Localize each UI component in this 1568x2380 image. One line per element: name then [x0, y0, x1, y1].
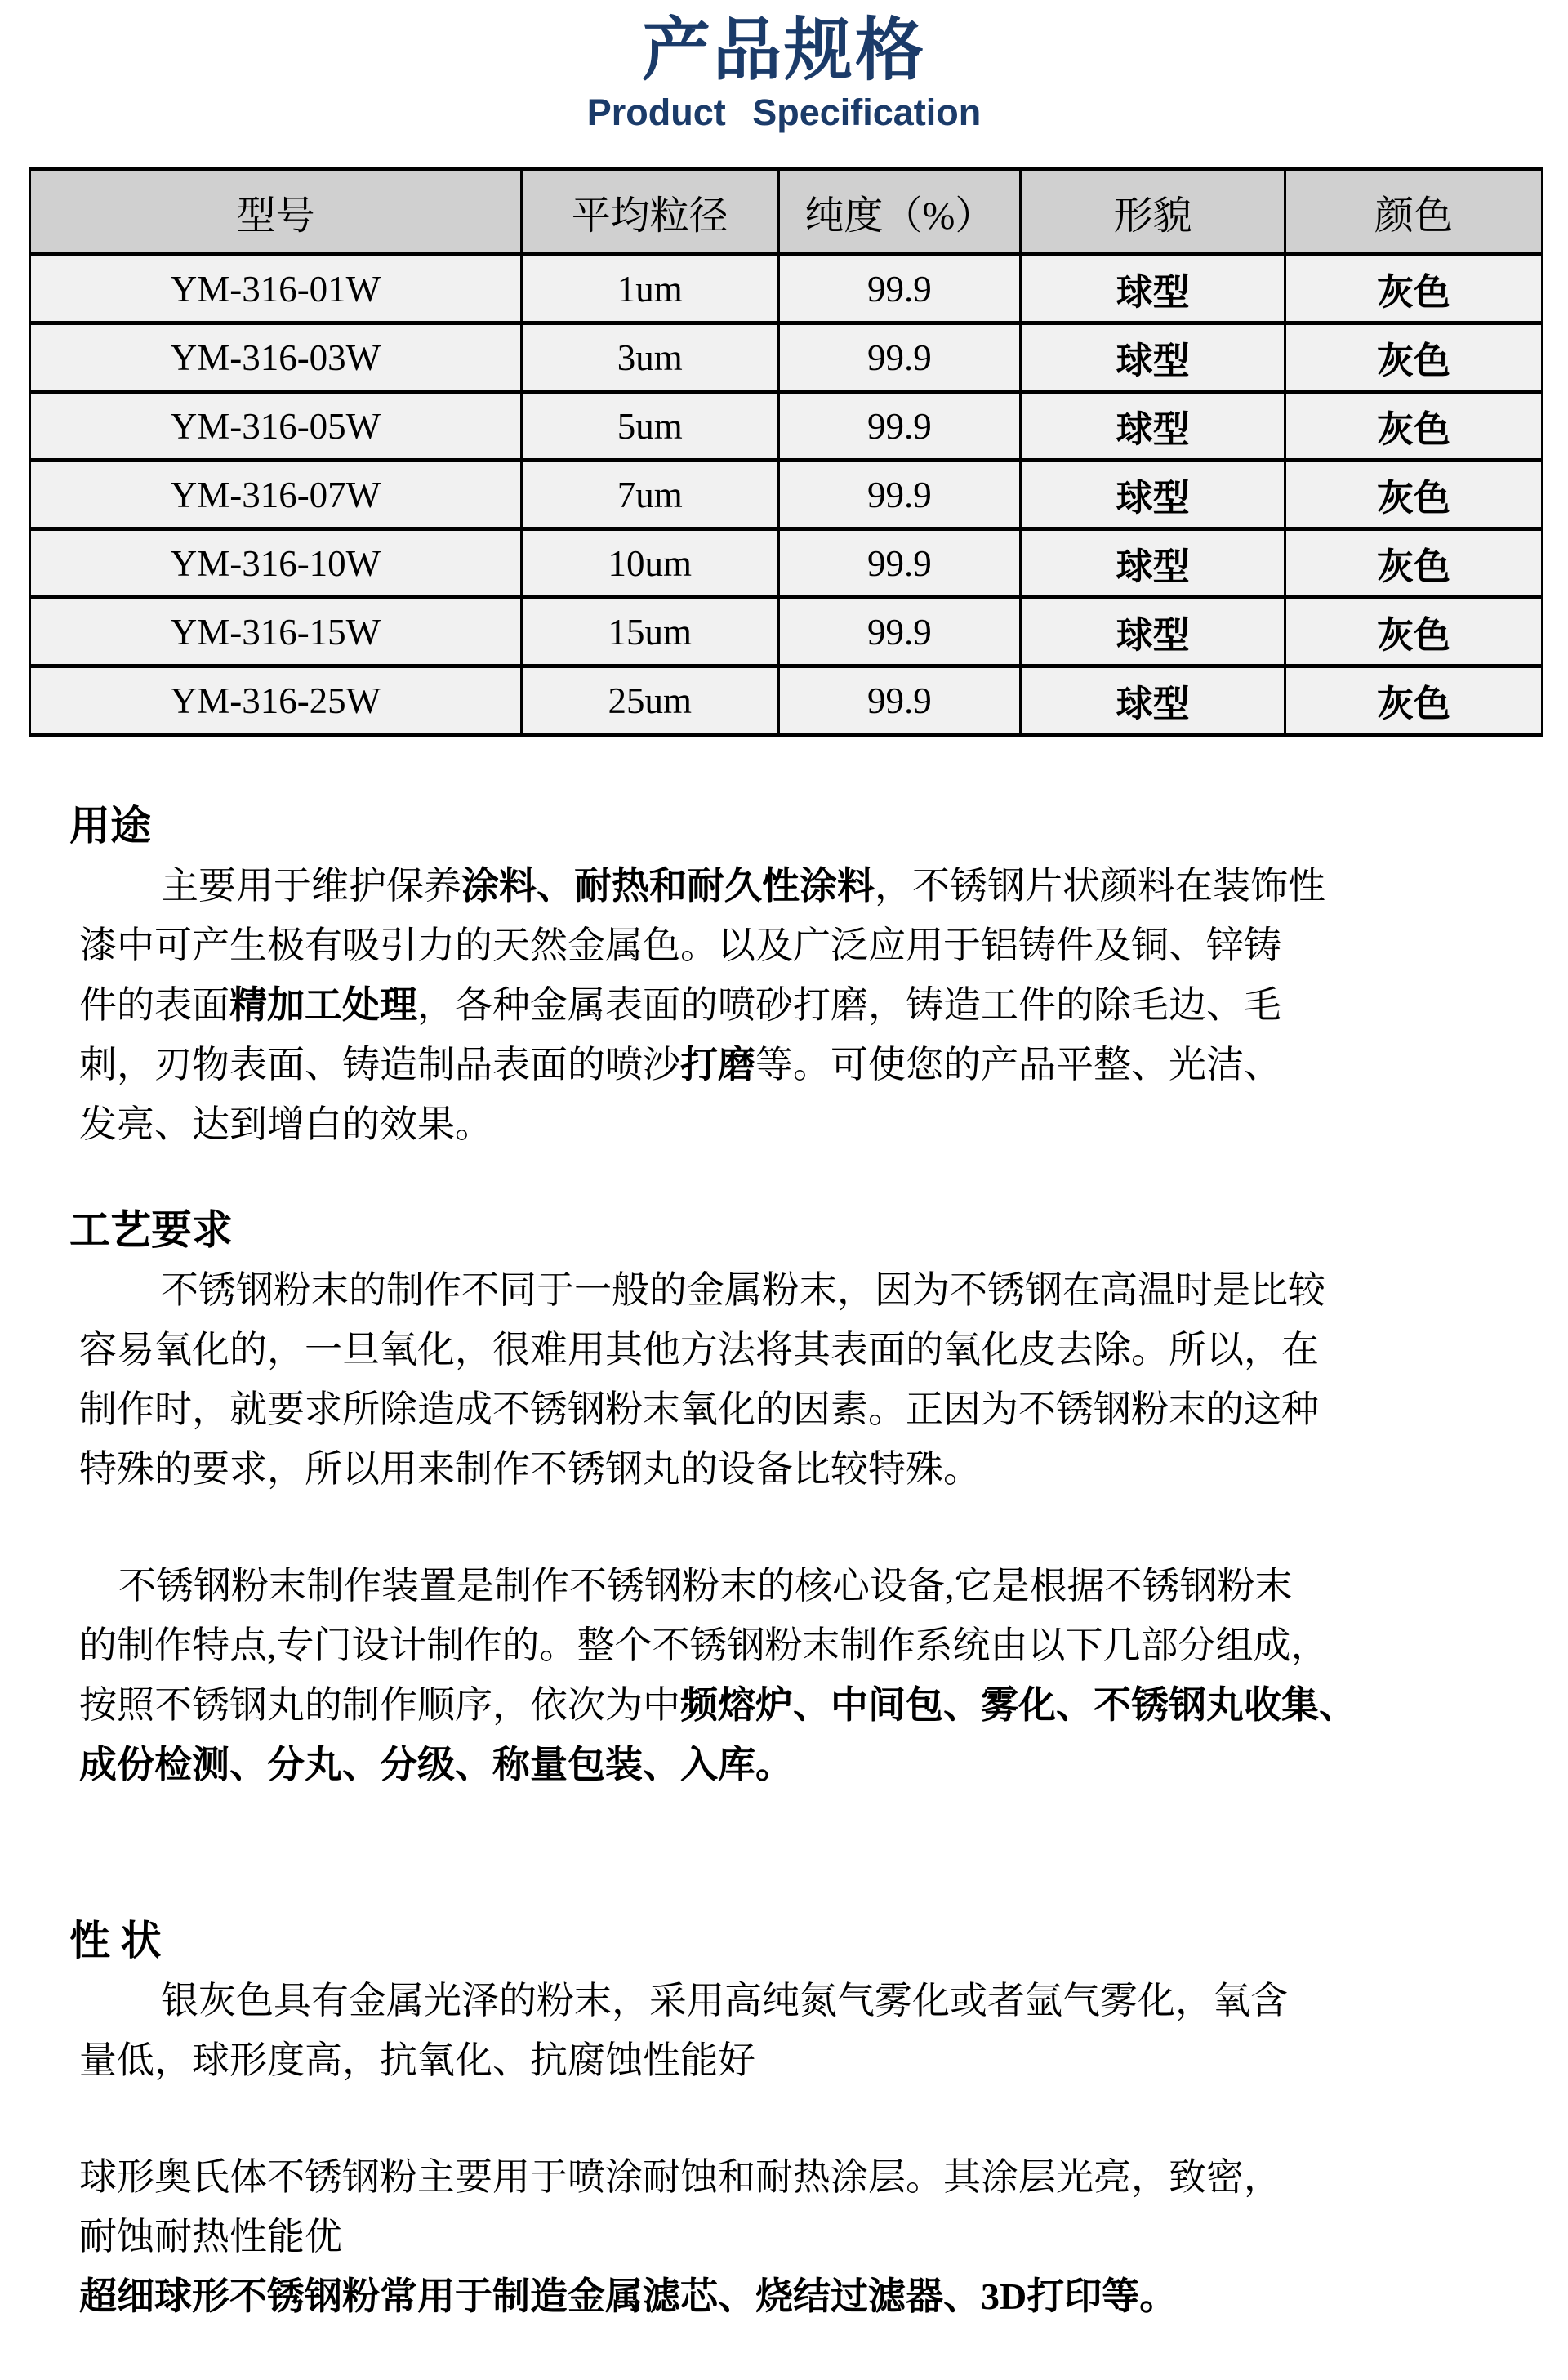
column-header-model: 型号: [30, 169, 522, 255]
table-cell: 球型: [1021, 461, 1285, 529]
table-cell: 99.9: [778, 392, 1020, 461]
paragraph: [79, 2147, 1503, 2326]
table-cell: YM-316-07W: [30, 461, 522, 529]
table-cell: 7um: [521, 461, 778, 529]
text-run: 件的表面: [79, 984, 229, 1026]
bold-text-run: 精加工处理: [229, 984, 417, 1026]
text-run: 量低，球形度高，抗氧化、抗腐蚀性能好: [79, 2039, 755, 2081]
table-cell: 球型: [1021, 666, 1285, 735]
table-cell: 1um: [521, 255, 778, 323]
paragraph: [79, 1971, 1503, 2090]
text-line: [79, 1379, 1503, 1439]
text-line: [79, 1675, 1503, 1735]
text-line: [79, 1971, 1503, 2030]
table-body: [30, 255, 1543, 735]
table-row: [30, 529, 1543, 598]
table-cell: 99.9: [778, 529, 1020, 598]
column-header-purity: 纯度（%）: [778, 169, 1020, 255]
table-cell: 灰色: [1285, 392, 1543, 461]
table-cell: 灰色: [1285, 529, 1543, 598]
text-line: [79, 1556, 1503, 1616]
text-line: [79, 1616, 1503, 1675]
document-header: [0, 0, 1568, 134]
table-cell: 5um: [521, 392, 778, 461]
text-line: [79, 2147, 1503, 2207]
table-cell: 99.9: [778, 598, 1020, 666]
text-line: [79, 2266, 1503, 2326]
text-line: [79, 1320, 1503, 1379]
bold-text-run: 涂料、耐热和耐久性涂料: [461, 865, 875, 907]
table-cell: YM-316-03W: [30, 323, 522, 392]
column-header-size: 平均粒径: [521, 169, 778, 255]
table-cell: 99.9: [778, 461, 1020, 529]
bold-text-run: 打磨: [680, 1044, 755, 1085]
table-row: [30, 598, 1543, 666]
table-row: [30, 323, 1543, 392]
table-row: [30, 255, 1543, 323]
text-run: 球形奥氏体不锈钢粉主要用于喷涂耐蚀和耐热涂层。其涂层光亮，致密，: [79, 2156, 1281, 2198]
table-cell: 灰色: [1285, 461, 1543, 529]
section-heading-process: 工艺要求: [69, 1207, 233, 1253]
table-cell: YM-316-25W: [30, 666, 522, 735]
page-subtitle: Product Specification: [586, 91, 982, 133]
text-line: [79, 1735, 1503, 1794]
table-cell: 球型: [1021, 598, 1285, 666]
table-cell: YM-316-05W: [30, 392, 522, 461]
text-run: 银灰色具有金属光泽的粉末，采用高纯氮气雾化或者氩气雾化，氧含: [161, 1980, 1288, 2021]
text-run: 耐蚀耐热性能优: [79, 2216, 342, 2257]
text-run: 不锈钢粉末制作装置是制作不锈钢粉末的核心设备,它是根据不锈钢粉末: [118, 1565, 1293, 1607]
table-cell: 99.9: [778, 255, 1020, 323]
table-cell: 15um: [521, 598, 778, 666]
product-spec-table: [29, 167, 1544, 737]
paragraph: [79, 1260, 1503, 1499]
section-process-requirements: [0, 1205, 1568, 1794]
text-line: [79, 1260, 1503, 1320]
text-line: [79, 916, 1503, 975]
column-header-color: 颜色: [1285, 169, 1543, 255]
bold-text-run: 成份检测、分丸、分级、称量包装、入库。: [79, 1744, 793, 1785]
table-cell: 球型: [1021, 529, 1285, 598]
table-cell: 灰色: [1285, 323, 1543, 392]
table-cell: 25um: [521, 666, 778, 735]
text-run: 的制作特点,专门设计制作的。整个不锈钢粉末制作系统由以下几部分组成，: [79, 1625, 1329, 1666]
text-run: 漆中可产生极有吸引力的天然金属色。以及广泛应用于铝铸件及铜、锌铸: [79, 925, 1281, 966]
table-cell: 球型: [1021, 255, 1285, 323]
text-line: [79, 856, 1503, 916]
text-run: 容易氧化的，一旦氧化，很难用其他方法将其表面的氧化皮去除。所以，在: [79, 1329, 1319, 1371]
text-line: [79, 1035, 1503, 1094]
text-line: [79, 2030, 1503, 2090]
section-usage: [0, 800, 1568, 1154]
text-run: ，各种金属表面的喷砂打磨，铸造工件的除毛边、毛: [417, 984, 1281, 1026]
text-run: 发亮、达到增白的效果。: [79, 1103, 492, 1145]
table-cell: 灰色: [1285, 255, 1543, 323]
section-body-characteristics: [79, 1971, 1503, 2326]
section-body-usage: [79, 856, 1503, 1154]
table-header-row: [30, 169, 1543, 255]
text-run: 主要用于维护保养: [161, 865, 461, 907]
section-characteristics: [0, 1915, 1568, 2326]
text-run: ，不锈钢片状颜料在装饰性: [875, 865, 1325, 907]
page-title: 产品规格: [641, 11, 926, 88]
text-run: 等。可使您的产品平整、光洁、: [755, 1044, 1281, 1085]
text-run: 刺，刃物表面、铸造制品表面的喷沙: [79, 1044, 680, 1085]
text-line: [79, 975, 1503, 1035]
table-cell: YM-316-01W: [30, 255, 522, 323]
bold-text-run: 超细球形不锈钢粉常用于制造金属滤芯、烧结过滤器、3D打印等。: [79, 2275, 1178, 2317]
text-line: [79, 2207, 1503, 2266]
table-cell: 球型: [1021, 392, 1285, 461]
table-cell: 10um: [521, 529, 778, 598]
paragraph: [79, 1556, 1503, 1794]
text-run: 不锈钢粉末的制作不同于一般的金属粉末，因为不锈钢在高温时是比较: [161, 1269, 1325, 1311]
table-row: [30, 666, 1543, 735]
section-heading-usage: 用途: [69, 803, 151, 849]
table-cell: 灰色: [1285, 598, 1543, 666]
text-line: [79, 1094, 1503, 1154]
bold-text-run: 频熔炉、中间包、雾化、不锈钢丸收集、: [680, 1684, 1356, 1726]
text-run: 按照不锈钢丸的制作顺序，依次为中: [79, 1684, 680, 1726]
text-line: [79, 1439, 1503, 1499]
table-cell: 99.9: [778, 666, 1020, 735]
paragraph: [79, 856, 1503, 1154]
text-run: 特殊的要求，所以用来制作不锈钢丸的设备比较特殊。: [79, 1448, 981, 1490]
section-heading-characteristics: 性 状: [69, 1918, 162, 1963]
table-cell: YM-316-15W: [30, 598, 522, 666]
section-body-process: [79, 1260, 1503, 1794]
table-cell: 球型: [1021, 323, 1285, 392]
table-row: [30, 392, 1543, 461]
table-cell: 99.9: [778, 323, 1020, 392]
column-header-shape: 形貌: [1021, 169, 1285, 255]
table-cell: 灰色: [1285, 666, 1543, 735]
table-row: [30, 461, 1543, 529]
table-cell: YM-316-10W: [30, 529, 522, 598]
table-cell: 3um: [521, 323, 778, 392]
text-run: 制作时，就要求所除造成不锈钢粉末氧化的因素。正因为不锈钢粉末的这种: [79, 1388, 1319, 1430]
